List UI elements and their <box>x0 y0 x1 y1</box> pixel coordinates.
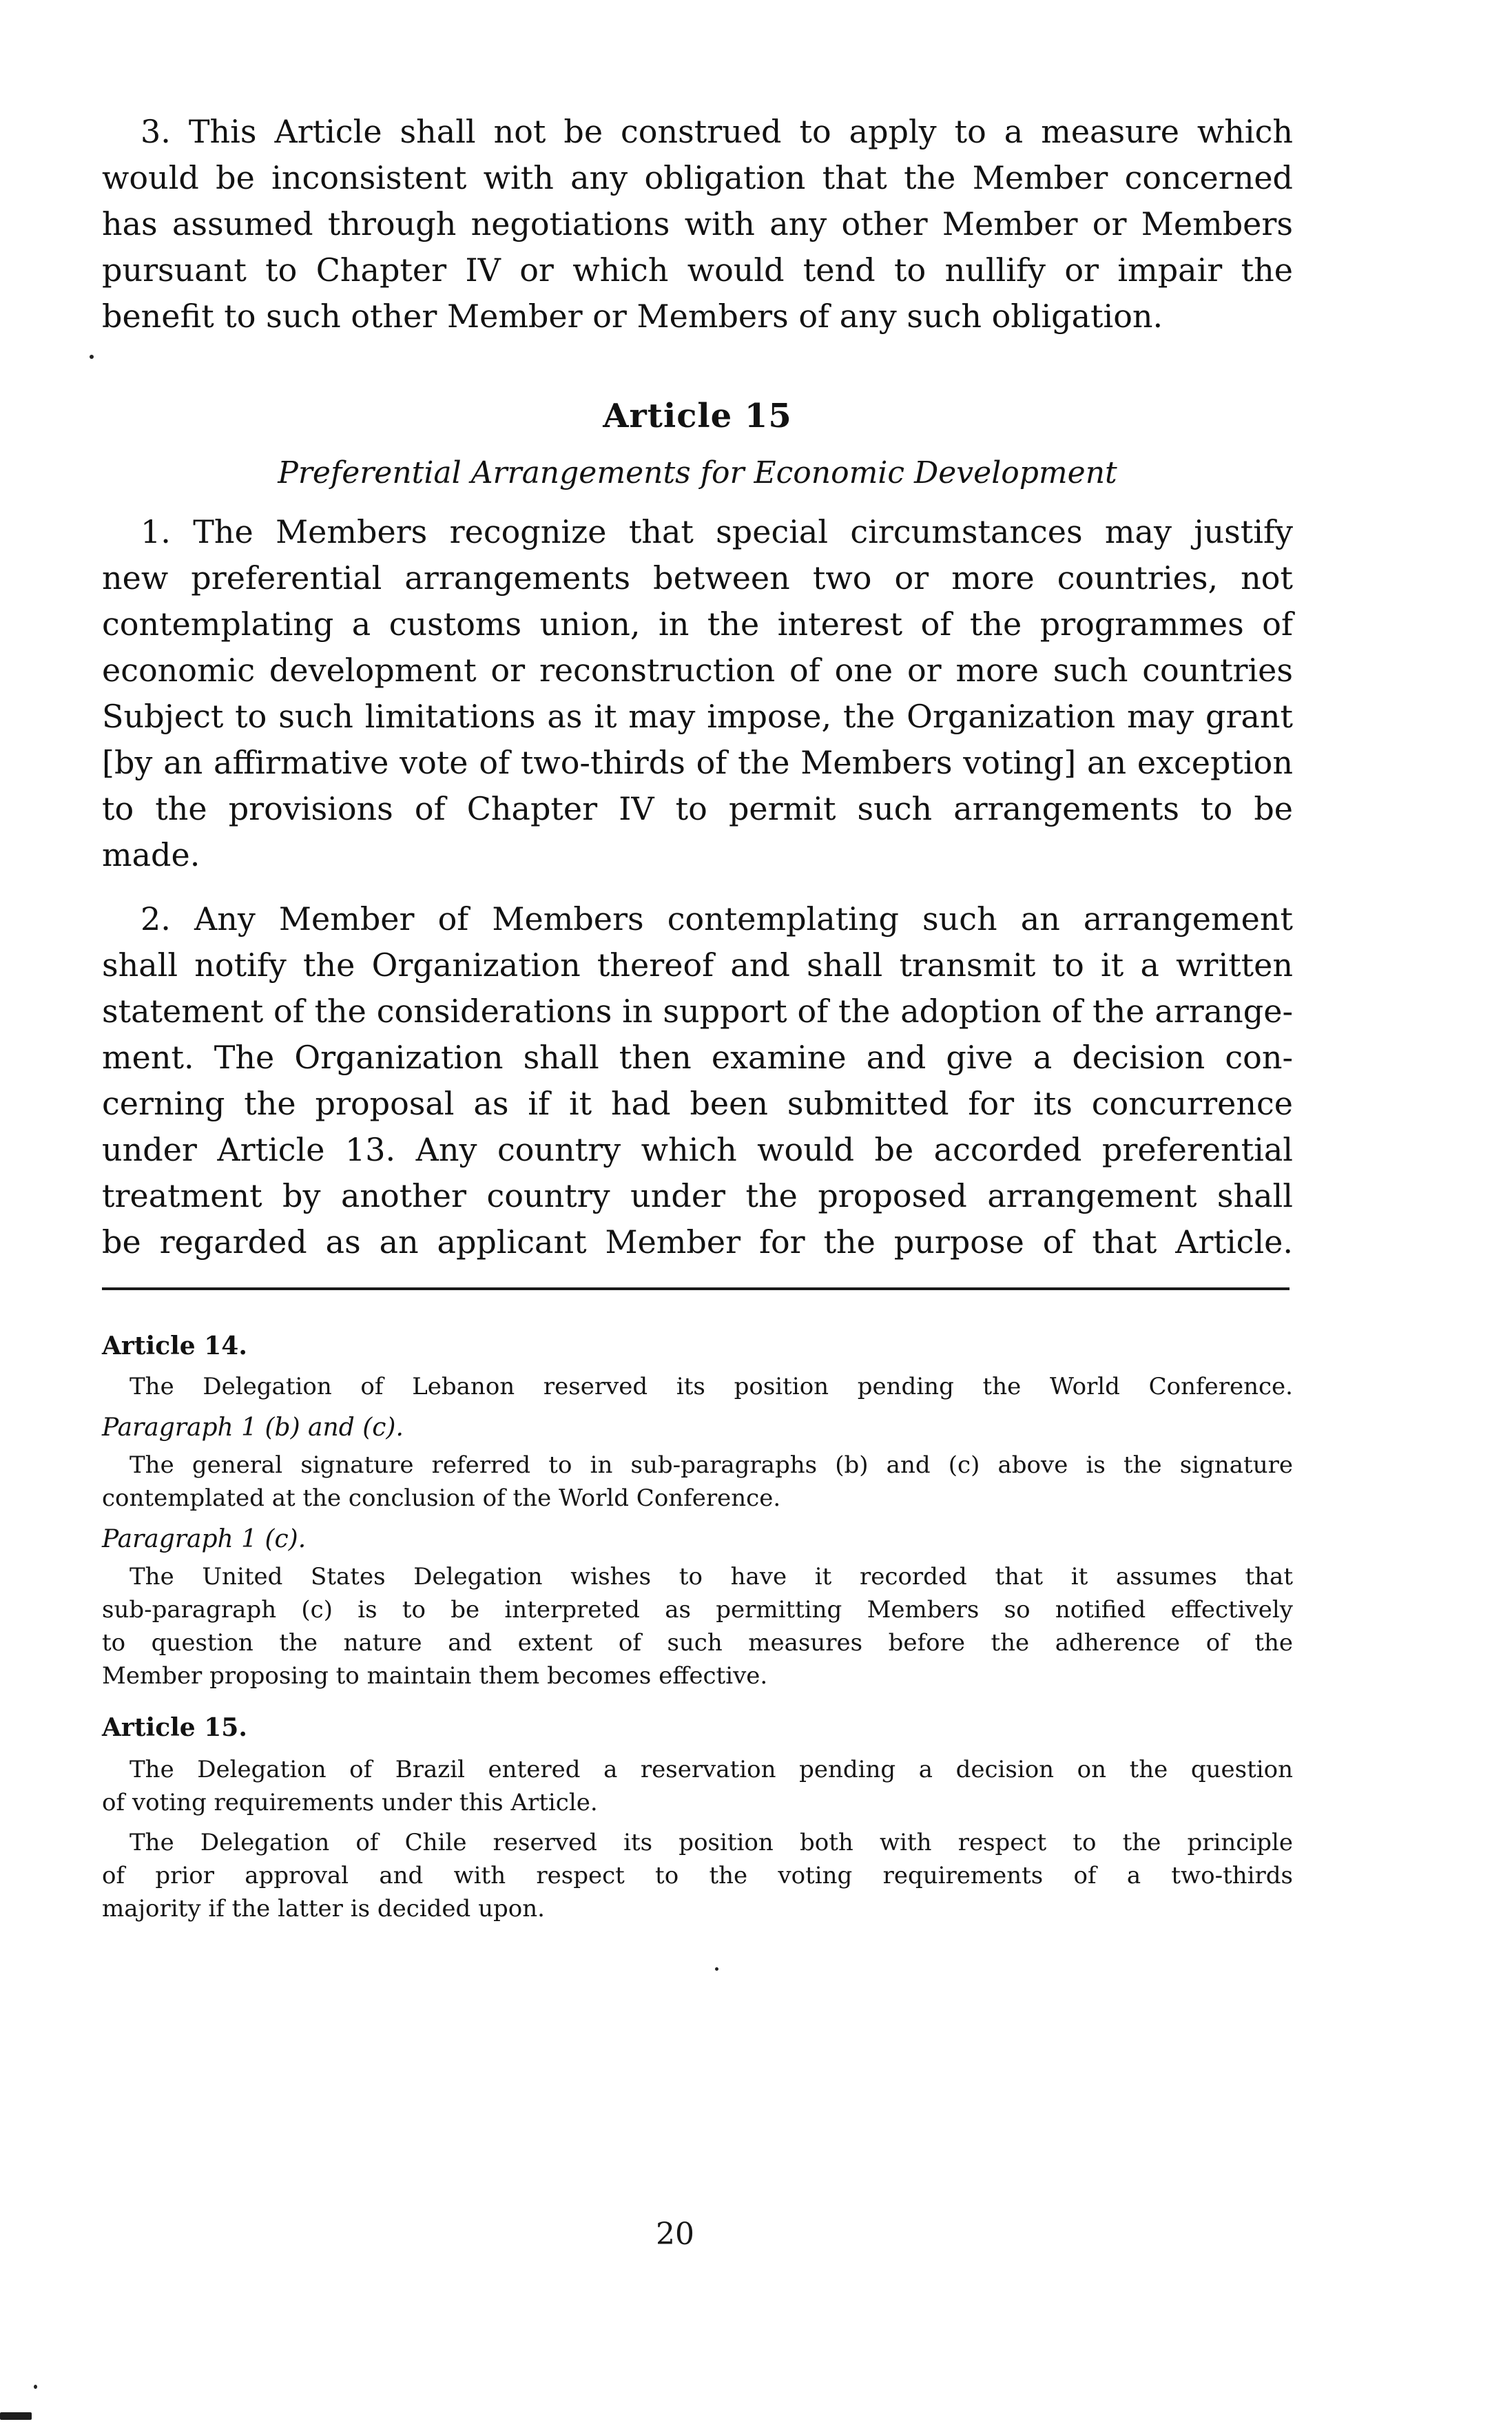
edge-smudge-artifact <box>0 2412 32 2420</box>
text-line: pursuant to Chapter IV or which would tend to nullify or impair the <box>102 251 1293 289</box>
text-line: would be inconsistent with any obligation that the Member concerned <box>102 159 1293 196</box>
text-line: of voting requirements under this Article. <box>102 1789 598 1816</box>
text-line: Subject to such limitations as it may impose, the Organization may grant <box>102 698 1293 735</box>
footnote-article-14-heading: Article 14. <box>102 1332 247 1360</box>
footnote-general-signature <box>102 1449 1293 1515</box>
text-line: 2. Any Member of Members contemplating such an arrangement <box>141 900 1293 937</box>
ink-dot-artifact <box>34 2385 37 2389</box>
text-line: made. <box>102 836 200 873</box>
text-line: statement of the considerations in support of the adoption of the arrange- <box>102 993 1293 1030</box>
ink-dot-artifact <box>90 355 94 359</box>
page-number: 20 <box>656 2217 694 2252</box>
text-line: 3. This Article shall not be construed to apply to a measure which <box>141 113 1293 150</box>
text-line: The United States Delegation wishes to have it recorded that it assumes that <box>130 1563 1293 1590</box>
text-line: benefit to such other Member or Members of any such obligation. <box>102 298 1163 335</box>
text-line: [by an affirmative vote of two-thirds of the Members voting] an exception <box>102 744 1293 781</box>
text-line: has assumed through negotiations with any other Member or Members <box>102 205 1293 242</box>
footnote-chile <box>102 1826 1293 1925</box>
paragraph-2 <box>102 896 1293 1265</box>
text-line: The Delegation of Lebanon reserved its position pending the World Conference. <box>130 1373 1293 1400</box>
text-line: contemplated at the conclusion of the World Conference. <box>102 1484 781 1512</box>
text-line: be regarded as an applicant Member for the purpose of that Article. <box>102 1223 1293 1261</box>
paragraph-3 <box>102 109 1293 340</box>
text-line: cerning the proposal as if it had been submitted for its concurrence <box>102 1085 1293 1122</box>
text-line: shall notify the Organization thereof and shall transmit to it a written <box>102 946 1293 984</box>
text-line: Member proposing to maintain them becomes effective. <box>102 1662 768 1690</box>
ink-dot-artifact <box>715 1967 718 1971</box>
text-line: sub-paragraph (c) is to be interpreted as permitting Members so notified effectively <box>102 1596 1293 1624</box>
text-line: The general signature referred to in sub-paragraphs (b) and (c) above is the signature <box>130 1451 1293 1479</box>
text-line: to the provisions of Chapter IV to permit such arrangements to be <box>102 790 1293 827</box>
text-line: new preferential arrangements between two or more countries, not <box>102 559 1293 597</box>
footnote-us-delegation <box>102 1560 1293 1692</box>
text-line: The Delegation of Brazil entered a reservation pending a decision on the question <box>130 1756 1293 1783</box>
text-line: treatment by another country under the proposed arrangement shall <box>102 1177 1293 1214</box>
text-line: to question the nature and extent of such measures before the adherence of the <box>102 1629 1293 1657</box>
text-line: contemplating a customs union, in the interest of the programmes of <box>102 605 1293 643</box>
text-line: 1. The Members recognize that special circumstances may justify <box>141 513 1293 550</box>
footnote-article-15-heading: Article 15. <box>102 1713 247 1742</box>
footnote-lebanon <box>102 1370 1293 1403</box>
footnote-brazil <box>102 1753 1293 1819</box>
text-line: of prior approval and with respect to the voting requirements of a two-thirds <box>102 1862 1293 1889</box>
text-column <box>102 0 1293 1925</box>
article-15-heading: Article 15 <box>603 397 792 435</box>
article-15-subtitle: Preferential Arrangements for Economic Development <box>278 455 1117 490</box>
text-line: majority if the latter is decided upon. <box>102 1895 545 1923</box>
text-line: ment. The Organization shall then examine and give a decision con- <box>102 1039 1293 1076</box>
footnote-label-paragraph-1-c: Paragraph 1 (c). <box>102 1525 307 1553</box>
footnote-divider <box>102 1287 1290 1290</box>
text-line: The Delegation of Chile reserved its position both with respect to the principle <box>130 1829 1293 1856</box>
text-line: under Article 13. Any country which would be accorded preferential <box>102 1131 1293 1168</box>
text-line: economic development or reconstruction of one or more such countries <box>102 652 1293 689</box>
footnote-label-paragraph-1-b-c: Paragraph 1 (b) and (c). <box>102 1413 404 1442</box>
paragraph-1 <box>102 509 1293 878</box>
